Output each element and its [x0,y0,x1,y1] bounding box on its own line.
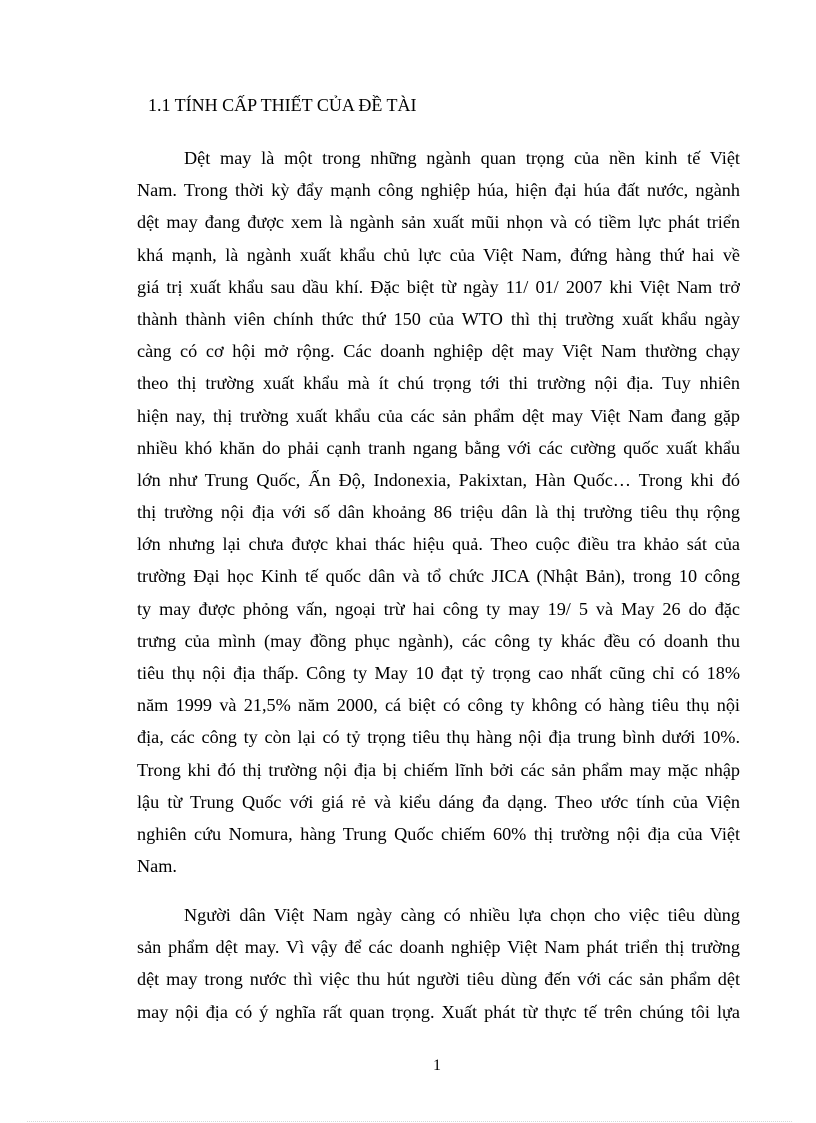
section-heading: 1.1 TÍNH CẤP THIẾT CỦA ĐỀ TÀI [148,95,417,115]
text-line: dệt may trong nước thì việc thu hút người tiêu dùng đến với các sản phẩm dệt [137,969,740,990]
text-line: lớn nhưng lại chưa được khai thác hiệu quả. Theo cuộc điều tra khảo sát của [137,534,740,555]
text-line: tiêu thụ nội địa thấp. Công ty May 10 đạt tỷ trọng cao nhất cũng chỉ có 18% [137,663,740,683]
text-line: khá mạnh, là ngành xuất khẩu chủ lực của Việt Nam, đứng hàng thứ hai về [137,244,740,265]
text-line: Người dân Việt Nam ngày càng có nhiều lựa chọn cho việc tiêu dùng [184,905,740,925]
text-line: trường Đại học Kinh tế quốc dân và tổ chức JICA (Nhật Bản), trong 10 công [137,566,740,587]
paragraph-2 [137,899,740,1028]
text-line: sản phẩm dệt may. Vì vậy để các doanh nghiệp Việt Nam phát triển thị trường [137,937,740,958]
text-line: Nam. Trong thời kỳ đẩy mạnh công nghiệp húa, hiện đại húa đất nước, ngành [137,180,740,201]
text-line: Nam. [137,856,177,877]
text-line: trưng của mình (may đồng phục ngành), các công ty khác đều có doanh thu [137,630,740,651]
page-bottom-divider [27,1121,792,1122]
text-line: càng có cơ hội mở rộng. Các doanh nghiệp dệt may Việt Nam thường chạy [137,341,740,362]
text-line: thành thành viên chính thức thứ 150 của WTO thì thị trường xuất khẩu ngày [137,308,740,329]
text-line: hiện nay, thị trường xuất khẩu của các sản phẩm dệt may Việt Nam đang gặp [137,405,740,426]
text-line: theo thị trường xuất khẩu mà ít chú trọng tới thi trường nội địa. Tuy nhiên [137,373,740,394]
text-line: Trong khi đó thị trường nội địa bị chiếm lĩnh bởi các sản phẩm may mặc nhập [137,759,740,780]
text-line: may nội địa có ý nghĩa rất quan trọng. Xuất phát từ thực tế trên chúng tôi lựa [137,1001,740,1022]
page-number: 1 [433,1057,441,1074]
text-line: dệt may đang được xem là ngành sản xuất mũi nhọn và có tiềm lực phát triển [137,212,740,233]
text-line: lậu từ Trung Quốc với giá rẻ và kiểu dáng đa dạng. Theo ước tính của Viện [137,791,740,812]
text-line: địa, các công ty còn lại có tỷ trọng tiêu thụ hàng nội địa trung bình dưới 10%. [137,727,740,748]
paragraph-1 [137,142,740,882]
text-line: nghiên cứu Nomura, hàng Trung Quốc chiếm 60% thị trường nội địa của Việt [137,823,740,844]
text-line: Dệt may là một trong những ngành quan trọng của nền kinh tế Việt [184,148,740,168]
text-line: lớn như Trung Quốc, Ấn Độ, Indonexia, Pakixtan, Hàn Quốc… Trong khi đó [137,469,740,490]
text-line: ty may được phỏng vấn, ngoại trừ hai công ty may 19/ 5 và May 26 do đặc [137,598,740,619]
text-line: nhiều khó khăn do phải cạnh tranh ngang bằng với các cường quốc xuất khẩu [137,437,740,458]
text-line: giá trị xuất khẩu sau dầu khí. Đặc biệt từ ngày 11/ 01/ 2007 khi Việt Nam trở [137,276,740,297]
text-line: thị trường nội địa với số dân khoảng 86 triệu dân là thị trường tiêu thụ rộng [137,502,740,523]
text-line: năm 1999 và 21,5% năm 2000, cá biệt có công ty không có hàng tiêu thụ nội [137,695,740,716]
